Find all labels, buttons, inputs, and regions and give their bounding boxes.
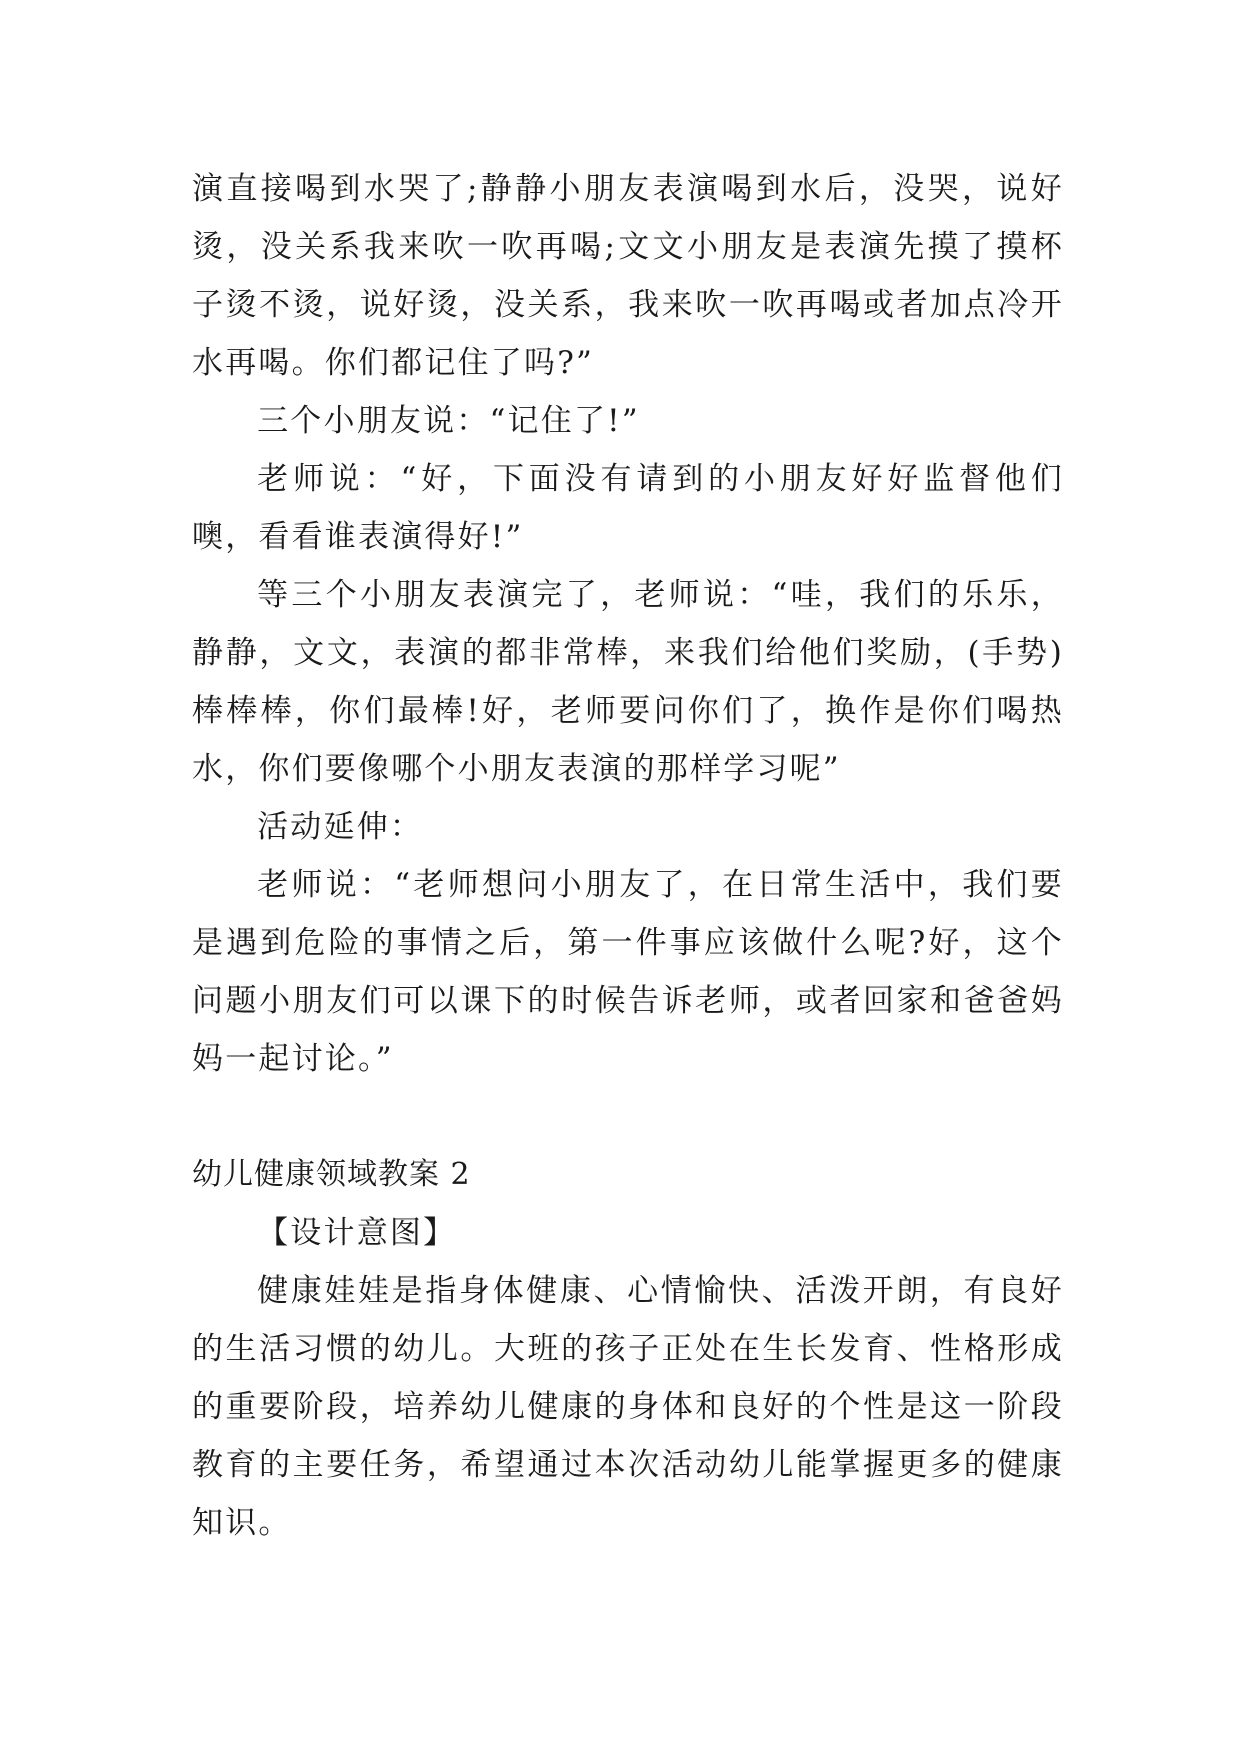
paragraph-teacher-praise: 等三个小朋友表演完了，老师说：“哇，我们的乐乐，静静，文文，表演的都非常棒，来我们给他们奖励，(手势)棒棒棒，你们最棒!好，老师要问你们了，换作是你们喝热水，你们要像哪个小朋友表演的那样学习呢” bbox=[192, 577, 1064, 787]
paragraph-design-intent-heading: 【设计意图】 bbox=[257, 1215, 457, 1251]
document-body bbox=[192, 160, 1064, 1552]
paragraph-children-reply: 三个小朋友说：“记住了!” bbox=[257, 403, 640, 439]
paragraph-design-intent-body: 健康娃娃是指身体健康、心情愉快、活泼开朗，有良好的生活习惯的幼儿。大班的孩子正处在生长发育、性格形成的重要阶段，培养幼儿健康的身体和良好的个性是这一阶段教育的主要任务，希望通过本次活动幼儿能掌握更多的健康知识。 bbox=[192, 1273, 1064, 1541]
paragraph-activity-extension-heading: 活动延伸： bbox=[257, 809, 424, 845]
paragraph-teacher-question: 老师说：“老师想问小朋友了，在日常生活中，我们要是遇到危险的事情之后，第一件事应该做什么呢?好，这个问题小朋友们可以课下的时候告诉老师，或者回家和爸爸妈妈一起讨论。” bbox=[192, 867, 1064, 1077]
paragraph-teacher-supervise: 老师说：“好，下面没有请到的小朋友好好监督他们噢，看看谁表演得好!” bbox=[192, 461, 1064, 555]
section-title: 幼儿健康领域教案 2 bbox=[192, 1157, 471, 1192]
paragraph-continued: 演直接喝到水哭了;静静小朋友表演喝到水后，没哭，说好烫，没关系我来吹一吹再喝;文文小朋友是表演先摸了摸杯子烫不烫，说好烫，没关系，我来吹一吹再喝或者加点冷开水再喝。你们都记住了吗?” bbox=[192, 171, 1064, 381]
